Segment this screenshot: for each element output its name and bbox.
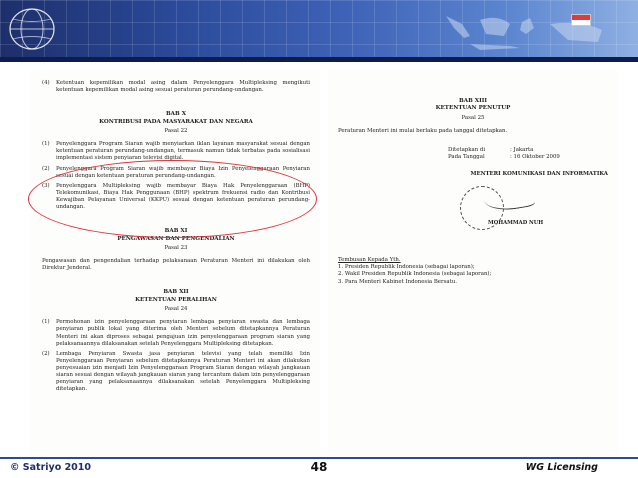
place-label: Ditetapkan di bbox=[448, 147, 486, 153]
article-24-paragraph-2: (2) Lembaga Penyiaran Swasta jasa penyiaran televisi yang telah memiliki Izin Penyelenggaraan Penyiaran sebelum ditetapkannya Peraturan Menteri ini akan dilakukan penyesuaian izin menjadi Izin Penyelenggaraan Program Siaran dengan wilayah jangkauan siaran sesuai dengan wilayah jangkauan siaran yang tercantum dalam izin penyelenggaraan penyiaran yang pelaksanaannya dilaksanakan setelah Penyelenggara Multipleksing ditetapkan. bbox=[42, 350, 310, 393]
carbon-copy-list bbox=[338, 257, 608, 286]
highlight-ellipse bbox=[28, 160, 317, 238]
chapter-xii-heading: BAB XII bbox=[163, 289, 189, 296]
chapter-xii-title: KETENTUAN PERALIHAN bbox=[135, 296, 217, 303]
date-label: Pada Tanggal bbox=[448, 154, 485, 161]
chapter-xiii-heading: BAB XIII bbox=[459, 98, 487, 104]
article-23-heading: Pasal 23 bbox=[164, 245, 188, 251]
footer-copyright: © Satriyo 2010 bbox=[10, 462, 92, 473]
globe-logo-icon bbox=[8, 7, 56, 51]
footer-topic: WG Licensing bbox=[525, 462, 598, 473]
regulation-page-left bbox=[30, 70, 320, 456]
article-23-text: Pengawasan dan pengendalian terhadap pelaksanaan Peraturan Menteri ini dilakukan oleh Direktur Jenderal. bbox=[42, 258, 310, 272]
chapter-x-title: KONTRIBUSI PADA MASYARAKAT DAN NEGARA bbox=[99, 118, 253, 125]
article-25-heading: Pasal 25 bbox=[461, 114, 485, 121]
footer-divider bbox=[0, 457, 638, 459]
place-value: : Jakarta bbox=[510, 147, 534, 153]
enactment-block bbox=[448, 147, 608, 161]
minister-title: MENTERI KOMUNIKASI DAN INFORMATIKA bbox=[470, 171, 608, 178]
slide-page-number: 48 bbox=[310, 460, 328, 474]
article-22-paragraph-3: (3) Penyelenggara Multipleksing wajib membayar Biaya Hak Penyelenggaraan (BHP) Telekomunikasi, Biaya Hak Penggunaan (BHP) spektrum frekuensi radio dan Kontribusi Kewajiban Pelayanan Universal (KKPU) sesuai dengan ketentuan peraturan perundang-undangan. bbox=[42, 182, 310, 211]
cc-title: Tembusan Kepada Yth. bbox=[338, 257, 401, 264]
minister-name: MOHAMMAD NUH bbox=[488, 220, 544, 227]
article-24-heading: Pasal 24 bbox=[164, 306, 188, 313]
chapter-xi-title: PENGAWASAN DAN PENGENDALIAN bbox=[117, 235, 235, 242]
article-21-paragraph-4: (4) Ketentuan kepemilikan modal asing dalam Penyelenggara Multipleksing mengikuti ketentuan kepemilikan modal asing sesuai peraturan perundang-undangan. bbox=[42, 80, 310, 94]
cc-item: 1. Presiden Republik Indonesia (sebagai laporan); bbox=[338, 264, 475, 271]
chapter-xiii-title: KETENTUAN PENUTUP bbox=[435, 105, 511, 112]
chapter-x-heading: BAB X bbox=[165, 111, 187, 118]
header-banner bbox=[0, 0, 638, 62]
official-seal-icon bbox=[448, 182, 528, 236]
cc-item: 2. Wakil Presiden Republik Indonesia (sebagai laporan); bbox=[338, 271, 492, 278]
article-24-paragraph-1: (1) Permohonan izin penyelenggaraan penyiaran lembaga penyiaran swasta dan lembaga penyiaran publik lokal yang diterima oleh Menteri sebelum ditetapkannya Peraturan Menteri ini akan diproses sebagai pengajuan izin penyelenggaraan program siaran yang pelaksanaannya dilaksanakan setelah Penyelenggara Multipleksing ditetapkan. bbox=[42, 319, 310, 347]
indonesia-flag-icon bbox=[571, 14, 591, 26]
chapter-xi-heading: BAB XI bbox=[164, 228, 188, 235]
cc-item: 3. Para Menteri Kabinet Indonesia Bersatu. bbox=[338, 278, 457, 285]
indonesia-map-icon bbox=[440, 2, 610, 58]
article-22-paragraph-2: (2) Penyelenggara Program Siaran wajib membayar Biaya Izin Penyelenggaraan Penyiaran sesuai dengan ketentuan peraturan perundang-undangan. bbox=[42, 165, 310, 179]
article-25-text: Peraturan Menteri ini mulai berlaku pada tanggal ditetapkan. bbox=[338, 127, 508, 134]
regulation-page-right bbox=[328, 70, 618, 456]
article-22-paragraph-1: (1) Penyelenggara Program Siaran wajib menyiarkan iklan layanan masyarakat sesuai dengan ketentuan peraturan perundang-undangan, termasuk namun tidak terbatas pada sosialisasi implementasi sistem penyiaran televisi digital. bbox=[42, 141, 310, 162]
article-22-heading: Pasal 22 bbox=[164, 128, 188, 134]
banner-bottom-stripe bbox=[0, 57, 638, 62]
date-value: : 16 Oktober 2009 bbox=[510, 154, 560, 161]
